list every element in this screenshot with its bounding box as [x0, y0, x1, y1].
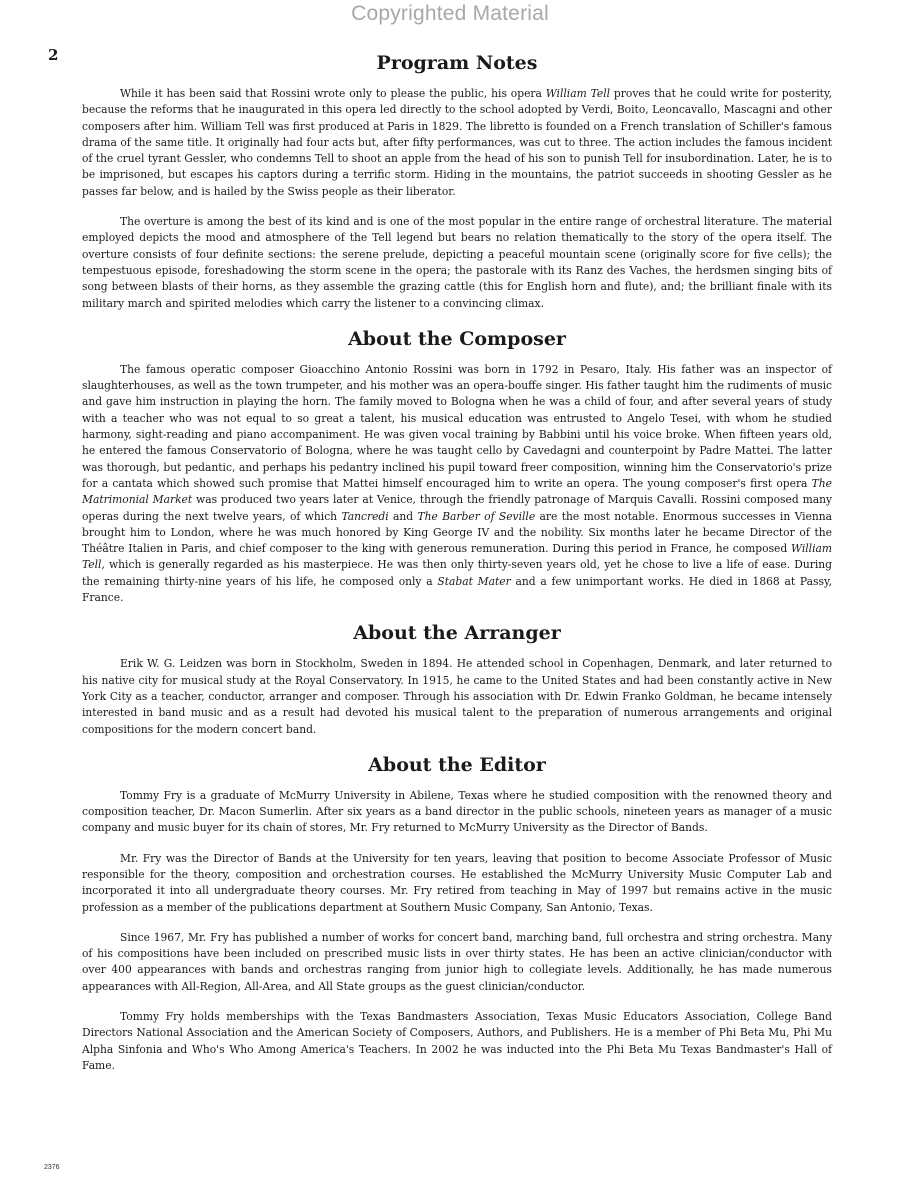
- program-notes-heading: Program Notes: [376, 52, 538, 74]
- text-run: proves that he could write for posterity, because the reforms that he inaugurated in this opera led directly to the school adopted by Verdi, Boito, Leoncavallo, Mascagni and other composers after him. William Tell was first produced at Paris in 1829. The libretto is founded on a French translation of Schiller's famous drama of the same title. It originally had four acts but, after fifty performances, was cut to three. The action includes the famous incident of the cruel tyrant Gessler, who condemns Tell to shoot an apple from the head of his son to punish Tell for insubordination. Later, he is to be imprisoned, but escapes his captors during a terrific storm. Hiding in the mountains, the patriot succeeds in shooting Gessler as he passes far below, and is hailed by the Swiss people as their liberator.: [82, 87, 832, 198]
- text-run: are the most notable. Enormous successes in Vienna brought him to London, where he was much honored by King George IV and the nobility. Six months later he became Director of the Théâtre Italien in Paris, and chief composer to the king with generous remuneration. During this period in France, he composed: [82, 509, 832, 556]
- arranger-paragraph: Erik W. G. Leidzen was born in Stockholm, Sweden in 1894. He attended school in Copenhagen, Denmark, and later returned to his native city for musical study at the Royal Conservatory. In 1915, he came to the United States and had been constantly active in New York City as a teacher, conductor, arranger and composer. Through his association with Dr. Edwin Franko Goldman, he became intensely interested in band music and as a result had devoted his musical talent to the preparation of numerous arrangements and original compositions for the modern concert band.: [82, 657, 832, 736]
- editor-heading: About the Editor: [368, 753, 546, 776]
- page-content: [82, 50, 832, 1088]
- opera-title: William Tell: [545, 87, 611, 100]
- program-notes-paragraph-2: The overture is among the best of its kind and is one of the most popular in the entire range of orchestral literature. The material employed depicts the mood and atmosphere of the Tell legend but bears no relation thematically to the story of the opera itself. The overture consists of four definite sections: the serene prelude, depicting a peaceful mountain scene (originally score for five cells); the tempestuous episode, foreshadowing the storm scene in the opera; the pastorale with its Ranz des Vaches, the herdsmen singing bits of song between blasts of their horns, as they assemble the grazing cattle (this for English horn and flute), and; the brilliant finale with its military march and spirited melodies which carry the listener to a convincing climax.: [82, 215, 832, 310]
- work-title: Stabat Mater: [437, 574, 511, 588]
- text-run: The famous operatic composer Gioacchino Antonio Rossini was born in 1792 in Pesaro, Italy. His father was an inspector of slaughterhouses, as well as the town trumpeter, and his mother was an opera-bouffe singer. His father taught him the rudiments of music and gave him instruction in playing the horn. The family moved to Bologna when he was a child of four, and after several years of study with a teacher who was not equal to so great a talent, his musical education was entrusted to Angelo Tesei, with whom he studied harmony, sight-reading and piano accompaniment. He was given vocal training by Babbini until his voice broke. When fifteen years old, he entered the famous Conservatorio of Bologna, where he was taught cello by Cavedagni and counterpoint by Padre Mattei. The latter was thorough, but pedantic, and perhaps his pedantry inclined his pupil toward freer composition, winning him the Conservatorio's prize for a cantata which showed such promise that Mattei himself encouraged him to write an opera. The young composer's first opera: [82, 362, 832, 490]
- copyright-watermark: Copyrighted Material: [351, 2, 549, 25]
- opera-title: The Barber of Seville: [417, 509, 536, 523]
- editor-paragraph-2: Mr. Fry was the Director of Bands at the University for ten years, leaving that position to become Associate Professor of Music responsible for the theory, composition and orchestration courses. He established the McMurry University Music Computer Lab and incorporated it into all undergraduate theory courses. Mr. Fry retired from teaching in May of 1997 but remains active in the music profession as a member of the publications department at Southern Music Company, San Antonio, Texas.: [82, 851, 832, 914]
- arranger-heading: About the Arranger: [353, 622, 561, 645]
- opera-title: Tancredi: [341, 509, 389, 523]
- text-run: and a few unimportant works. He died in 1868 at Passy, France.: [82, 574, 832, 605]
- opera-title: The Matrimonial Market: [82, 476, 832, 507]
- opera-title: William Tell: [82, 542, 832, 572]
- composer-paragraph: [82, 362, 832, 606]
- program-notes-paragraph-1: [82, 86, 832, 200]
- editor-paragraph-1: Tommy Fry is a graduate of McMurry University in Abilene, Texas where he studied composition with the renowned theory and composition teacher, Dr. Macon Sumerlin. After six years as a band director in the public schools, nineteen years as manager of a music company and music buyer for its chain of stores, Mr. Fry returned to McMurry University as the Director of Bands.: [82, 788, 832, 835]
- text-run: was produced two years later at Venice, through the friendly patronage of Marquis Cavalli. Rossini composed many operas during the next twelve years, of which: [82, 493, 832, 523]
- text-run: , which is generally regarded as his masterpiece. He was then only thirty-seven years old, yet he chose to live a life of ease. During the remaining thirty-nine years of his life, he composed only a: [82, 558, 832, 588]
- page-number: 2: [48, 46, 59, 64]
- composer-heading: About the Composer: [348, 327, 566, 350]
- text-run: and: [388, 509, 418, 523]
- text-run: While it has been said that Rossini wrote only to please the public, his opera: [120, 87, 546, 100]
- editor-paragraph-3: Since 1967, Mr. Fry has published a number of works for concert band, marching band, full orchestra and string orchestra. Many of his compositions have been included on prescribed music lists in over thirty states. He has been an active clinician/conductor with over 400 appearances with bands and orchestras ranging from junior high to collegiate levels. Additionally, he has made numerous appearances with All-Region, All-Area, and All State groups as the guest clinician/conductor.: [82, 930, 832, 993]
- editor-paragraph-4: Tommy Fry holds memberships with the Texas Bandmasters Association, Texas Music Educators Association, College Band Directors National Association and the American Society of Composers, Authors, and Publishers. He is a member of Phi Beta Mu, Phi Mu Alpha Sinfonia and Who's Who Among America's Teachers. In 2002 he was inducted into the Phi Beta Mu Texas Bandmaster's Hall of Fame.: [82, 1010, 832, 1072]
- catalog-code: 2376: [44, 1164, 60, 1171]
